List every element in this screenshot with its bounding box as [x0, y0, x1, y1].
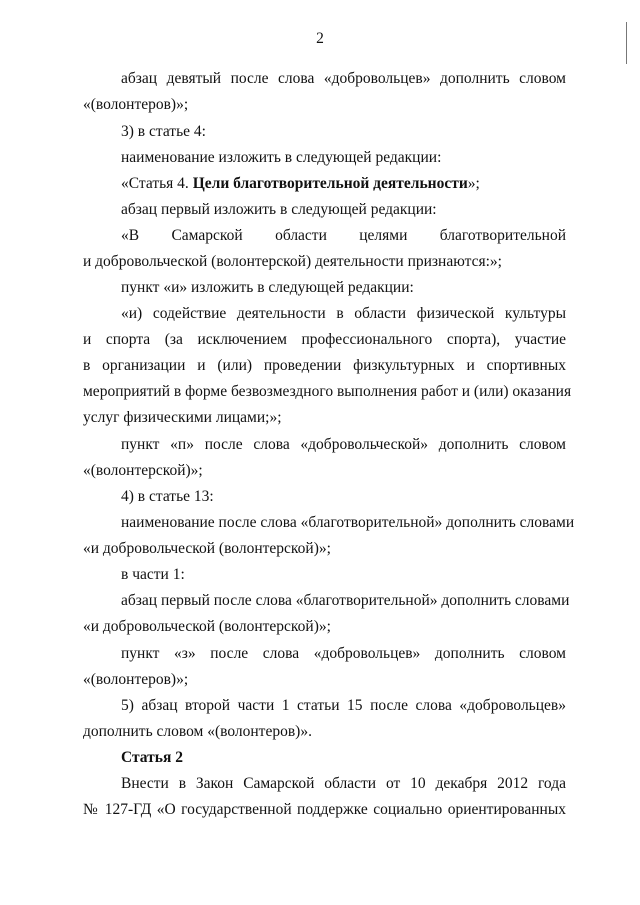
text-line: в организации и (или) проведении физкультурных и спортивных [83, 357, 566, 374]
article-label: «Статья 4. [121, 175, 189, 192]
text-line: пункт «и» изложить в следующей редакции: [121, 279, 414, 296]
text-line: 3) в статье 4: [121, 123, 206, 140]
text-line: мероприятий в форме безвозмездного выполнения работ и (или) оказания [83, 383, 572, 400]
text-line: пункт «з» после слова «добровольцев» дополнить словом [121, 645, 566, 662]
text-line: «(волонтеров)»; [83, 96, 189, 113]
text-line: № 127-ГД «О государственной поддержке социально ориентированных [83, 801, 566, 818]
text-line: и добровольческой (волонтерской) деятельности признаются:»; [83, 253, 502, 270]
text-line: услуг физическими лицами;»; [83, 409, 282, 426]
page-number: 2 [316, 30, 324, 47]
text-line: «и добровольческой (волонтерской)»; [83, 540, 331, 557]
text-line: «(волонтерской)»; [83, 462, 203, 479]
text-line: и спорта (за исключением профессионального спорта), участие [83, 331, 566, 348]
text-line: абзац девятый после слова «добровольцев» дополнить словом [121, 70, 566, 87]
text-line: пункт «п» после слова «добровольческой» дополнить словом [121, 436, 566, 453]
article-heading-line [121, 175, 566, 193]
text-line: «и добровольческой (волонтерской)»; [83, 618, 331, 635]
text-line: «(волонтеров)»; [83, 671, 189, 688]
text-line: Внести в Закон Самарской области от 10 декабря 2012 года [121, 775, 566, 792]
text-line: в части 1: [121, 566, 185, 583]
text-line: «В Самарской области целями благотворительной [121, 227, 566, 244]
text-line: наименование после слова «благотворительной» дополнить словами [121, 514, 575, 531]
article-2-heading: Статья 2 [121, 749, 183, 766]
text-line: дополнить словом «(волонтеров)». [83, 723, 312, 740]
article-heading-tail: »; [467, 175, 480, 192]
article-title-bold: Цели благотворительной деятельности [192, 175, 468, 192]
text-line: абзац первый после слова «благотворительной» дополнить словами [121, 592, 570, 609]
text-line: 4) в статье 13: [121, 488, 214, 505]
text-line: наименование изложить в следующей редакции: [121, 149, 442, 166]
scan-edge-mark [626, 22, 627, 64]
text-line: 5) абзац второй части 1 статьи 15 после слова «добровольцев» [121, 697, 566, 714]
text-line: абзац первый изложить в следующей редакции: [121, 201, 437, 218]
text-line: «и) содействие деятельности в области физической культуры [121, 305, 566, 322]
